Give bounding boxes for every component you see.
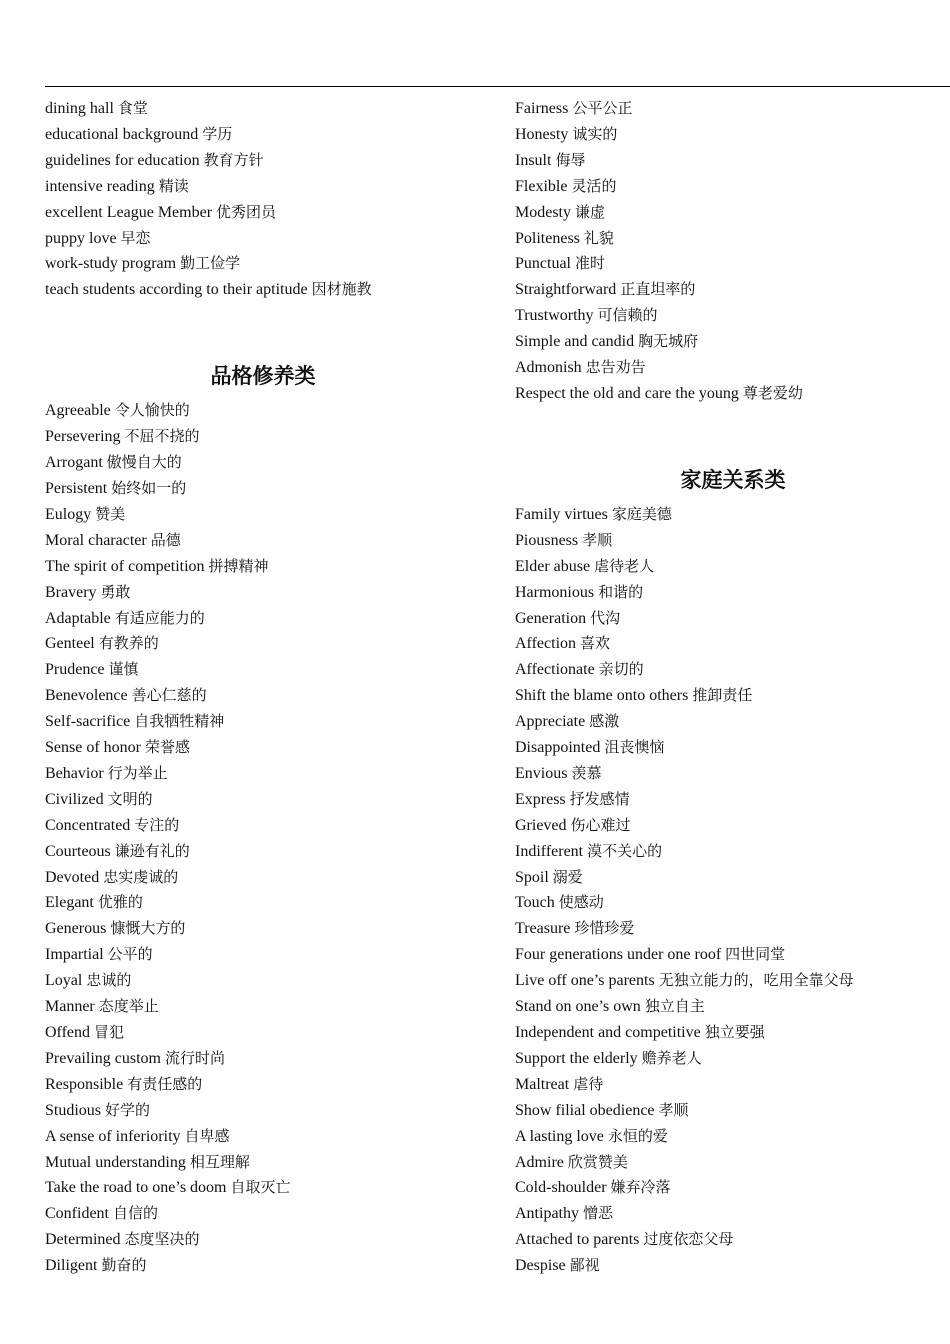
vocab-english: educational background: [45, 125, 199, 143]
vocab-chinese: 流行时尚: [164, 1048, 225, 1067]
vocab-chinese: 永恒的爱: [607, 1126, 668, 1145]
left-column: [45, 96, 485, 1279]
vocab-chinese: 不屈不挠的: [124, 427, 200, 446]
vocab-chinese: 慷慨大方的: [110, 919, 186, 938]
vocab-entry: [45, 683, 485, 709]
vocab-chinese: 嫌弃冷落: [610, 1178, 671, 1197]
vocab-chinese: 抒发感情: [569, 789, 630, 808]
vocab-chinese: 独立要强: [704, 1023, 765, 1041]
vocab-chinese: 无独立能力的，吃用全靠父母: [658, 971, 854, 990]
vocab-entry: [515, 303, 950, 329]
vocab-chinese: 自信的: [113, 1204, 159, 1223]
vocab-english: Support the elderly: [515, 1049, 638, 1067]
vocab-entry: [45, 968, 485, 994]
vocab-chinese: 学历: [202, 124, 233, 143]
vocab-english: Studious: [45, 1101, 102, 1119]
vocab-entry: [45, 735, 485, 761]
vocab-chinese: 食堂: [117, 99, 148, 117]
vocab-english: Modesty: [515, 203, 571, 221]
vocab-chinese: 态度举止: [98, 997, 159, 1016]
vocab-entry: [45, 174, 485, 200]
vocab-english: Civilized: [45, 790, 104, 808]
vocab-entry: [45, 398, 485, 424]
vocab-english: Elder abuse: [515, 557, 591, 575]
right-vocab-list-2: [515, 502, 950, 1279]
vocab-entry: [515, 122, 950, 148]
vocab-entry: [515, 1201, 950, 1227]
vocab-english: Straightforward: [515, 281, 617, 299]
vocab-english: Shift the blame onto others: [515, 687, 689, 705]
vocab-entry: [45, 122, 485, 148]
vocab-entry: [515, 502, 950, 528]
vocab-chinese: 有适应能力的: [114, 608, 205, 627]
vocab-chinese: 憎恶: [583, 1204, 614, 1223]
vocab-chinese: 赡养老人: [641, 1048, 702, 1067]
vocab-entry: [515, 606, 950, 632]
vocab-english: Confident: [45, 1205, 109, 1223]
vocab-entry: [515, 761, 950, 787]
vocab-entry: [515, 839, 950, 865]
vocab-english: Attached to parents: [515, 1231, 640, 1249]
vocab-entry: [45, 424, 485, 450]
vocab-entry: [515, 994, 950, 1020]
vocab-english: Disappointed: [515, 739, 601, 757]
vocab-english: Appreciate: [515, 713, 586, 731]
vocab-chinese: 始终如一的: [111, 478, 187, 497]
vocab-english: Responsible: [45, 1075, 124, 1093]
vocab-entry: [45, 580, 485, 606]
vocab-chinese: 有责任感的: [127, 1074, 203, 1093]
vocab-entry: [515, 890, 950, 916]
vocab-chinese: 推卸责任: [692, 686, 753, 705]
vocab-chinese: 谨慎: [108, 660, 139, 679]
vocab-chinese: 谦逊有礼的: [114, 841, 190, 860]
vocab-entry: [45, 1175, 485, 1201]
vocab-english: Despise: [515, 1257, 566, 1275]
vocab-entry: [45, 528, 485, 554]
vocab-english: Politeness: [515, 229, 580, 247]
vocab-english: Prevailing custom: [45, 1049, 161, 1067]
left-vocab-list-1: [45, 96, 485, 303]
vocab-chinese: 专注的: [134, 815, 180, 834]
vocab-english: Loyal: [45, 972, 83, 990]
vocab-english: Treasure: [515, 920, 571, 938]
vocab-entry: [515, 1046, 950, 1072]
vocab-chinese: 正直坦率的: [620, 280, 696, 299]
vocab-english: Sense of honor: [45, 739, 141, 757]
vocab-entry: [45, 1227, 485, 1253]
vocab-chinese: 使感动: [558, 893, 604, 912]
vocab-chinese: 伤心难过: [570, 815, 631, 834]
vocab-chinese: 和谐的: [598, 582, 644, 601]
vocab-entry: [515, 200, 950, 226]
vocab-english: Elegant: [45, 894, 94, 912]
vocab-english: Generous: [45, 920, 107, 938]
vocab-entry: [45, 787, 485, 813]
vocab-chinese: 可信赖的: [597, 306, 658, 325]
vocab-english: Stand on one’s own: [515, 998, 641, 1016]
vocab-chinese: 早恋: [120, 228, 151, 247]
vocab-english: Eulogy: [45, 505, 92, 523]
vocab-english: Behavior: [45, 764, 104, 782]
vocab-entry: [45, 942, 485, 968]
vocab-entry: [45, 865, 485, 891]
vocab-english: Cold-shoulder: [515, 1179, 607, 1197]
vocab-entry: [45, 839, 485, 865]
vocab-entry: [515, 683, 950, 709]
vocab-english: Take the road to one’s doom: [45, 1179, 227, 1197]
vocab-entry: [45, 96, 485, 122]
vocab-entry: [45, 200, 485, 226]
vocab-chinese: 令人愉快的: [114, 401, 190, 420]
vocab-entry: [45, 1201, 485, 1227]
vocab-entry: [45, 450, 485, 476]
vocab-english: Trustworthy: [515, 307, 594, 325]
vocab-chinese: 谦虚: [575, 202, 606, 221]
vocab-entry: [515, 968, 950, 994]
vocab-entry: [515, 709, 950, 735]
vocab-english: Moral character: [45, 531, 147, 549]
vocab-chinese: 忠诚的: [86, 971, 132, 990]
vocab-chinese: 行为举止: [107, 763, 168, 782]
section-heading-character: 品格修养类: [210, 364, 316, 389]
vocab-english: teach students according to their aptitude: [45, 281, 308, 299]
vocab-english: Punctual: [515, 255, 571, 273]
vocab-english: The spirit of competition: [45, 557, 205, 575]
vocab-chinese: 珍惜珍爱: [574, 919, 635, 938]
vocab-entry: [45, 916, 485, 942]
vocab-entry: [45, 277, 485, 303]
vocab-english: Envious: [515, 764, 568, 782]
vocab-chinese: 代沟: [590, 608, 621, 627]
vocab-english: Devoted: [45, 868, 100, 886]
vocab-chinese: 忠告劝告: [585, 358, 646, 377]
vocab-english: guidelines for education: [45, 151, 200, 169]
vocab-chinese: 文明的: [107, 789, 153, 808]
vocab-entry: [515, 96, 950, 122]
vocab-chinese: 诚实的: [572, 124, 618, 143]
vocab-english: A sense of inferiority: [45, 1127, 181, 1145]
vocab-english: puppy love: [45, 229, 117, 247]
vocab-entry: [515, 1253, 950, 1279]
vocab-english: Affectionate: [515, 661, 595, 679]
vocab-entry: [515, 942, 950, 968]
vocab-chinese: 教育方针: [203, 150, 264, 169]
right-vocab-list-1: [515, 96, 950, 407]
vocab-english: Persistent: [45, 479, 108, 497]
vocab-entry: [45, 1046, 485, 1072]
vocab-chinese: 尊老爱幼: [742, 383, 803, 402]
vocab-english: Affection: [515, 635, 577, 653]
vocab-chinese: 自取灭亡: [230, 1178, 291, 1197]
vocab-entry: [515, 226, 950, 252]
vocab-chinese: 赞美: [95, 504, 126, 523]
vocab-english: Determined: [45, 1231, 121, 1249]
vocab-entry: [515, 148, 950, 174]
vocab-english: Admonish: [515, 359, 582, 377]
vocab-english: Fairness: [515, 100, 569, 117]
vocab-english: Admire: [515, 1153, 564, 1171]
vocab-entry: [515, 1175, 950, 1201]
vocab-english: Manner: [45, 998, 95, 1016]
vocab-entry: [45, 148, 485, 174]
vocab-entry: [515, 735, 950, 761]
vocab-english: Harmonious: [515, 583, 595, 601]
vocab-english: Impartial: [45, 946, 104, 964]
vocab-english: Courteous: [45, 842, 111, 860]
vocab-entry: [45, 709, 485, 735]
vocab-entry: [45, 1124, 485, 1150]
right-column: [515, 96, 950, 1279]
vocab-english: Show filial obedience: [515, 1101, 655, 1119]
vocab-entry: [515, 1020, 950, 1046]
vocab-english: Mutual understanding: [45, 1153, 186, 1171]
vocab-chinese: 忠实虔诚的: [103, 867, 179, 886]
vocab-english: Family virtues: [515, 505, 608, 523]
vocab-english: excellent League Member: [45, 203, 213, 221]
vocab-english: Generation: [515, 609, 587, 627]
vocab-chinese: 孝顺: [658, 1100, 689, 1119]
vocab-chinese: 自卑感: [184, 1126, 230, 1145]
vocab-entry: [45, 1020, 485, 1046]
vocab-chinese: 侮辱: [555, 150, 586, 169]
vocab-english: Simple and candid: [515, 333, 635, 351]
vocab-entry: [45, 502, 485, 528]
vocab-english: Live off one’s parents: [515, 972, 655, 990]
vocab-entry: [45, 813, 485, 839]
vocab-chinese: 荣誉感: [144, 738, 190, 757]
vocab-entry: [45, 1253, 485, 1279]
vocab-chinese: 虐待: [573, 1074, 604, 1093]
vocab-entry: [515, 787, 950, 813]
header-rule: [45, 86, 950, 87]
vocab-chinese: 过度依恋父母: [643, 1230, 734, 1249]
vocab-entry: [515, 1150, 950, 1176]
vocab-english: Prudence: [45, 661, 105, 679]
vocab-english: Adaptable: [45, 609, 111, 627]
vocab-chinese: 鄙视: [569, 1256, 600, 1275]
vocab-chinese: 灵活的: [571, 176, 617, 195]
vocab-chinese: 态度坚决的: [124, 1230, 200, 1249]
vocab-chinese: 羡慕: [571, 763, 602, 782]
vocab-entry: [515, 1124, 950, 1150]
vocab-entry: [45, 631, 485, 657]
vocab-english: Diligent: [45, 1257, 98, 1275]
section-heading-family: 家庭关系类: [680, 467, 786, 492]
vocab-entry: [45, 251, 485, 277]
vocab-chinese: 胸无城府: [638, 332, 699, 351]
vocab-english: Genteel: [45, 635, 95, 653]
vocab-english: Respect the old and care the young: [515, 384, 739, 402]
vocab-entry: [515, 657, 950, 683]
vocab-english: Self-sacrifice: [45, 713, 131, 731]
vocab-chinese: 拼搏精神: [208, 556, 269, 575]
vocab-chinese: 礼貌: [583, 228, 614, 247]
vocab-chinese: 自我牺牲精神: [134, 712, 225, 731]
vocab-english: Touch: [515, 894, 555, 912]
vocab-chinese: 冒犯: [94, 1023, 125, 1041]
vocab-chinese: 善心仁慈的: [131, 686, 207, 705]
vocab-chinese: 公平的: [107, 945, 153, 964]
vocab-english: Persevering: [45, 428, 121, 446]
vocab-entry: [45, 606, 485, 632]
vocab-entry: [515, 277, 950, 303]
vocab-chinese: 有教养的: [98, 634, 159, 653]
vocab-english: Grieved: [515, 816, 567, 834]
vocab-chinese: 独立自主: [644, 997, 705, 1016]
vocab-chinese: 虐待老人: [594, 556, 655, 575]
vocab-entry: [515, 813, 950, 839]
vocab-entry: [45, 1072, 485, 1098]
left-vocab-list-2: [45, 398, 485, 1279]
vocab-english: Maltreat: [515, 1075, 570, 1093]
vocab-entry: [45, 657, 485, 683]
vocab-chinese: 溺爱: [552, 867, 583, 886]
vocab-entry: [45, 890, 485, 916]
vocab-chinese: 家庭美德: [611, 504, 672, 523]
vocab-chinese: 好学的: [105, 1100, 151, 1119]
vocab-entry: [515, 329, 950, 355]
vocab-chinese: 优雅的: [97, 893, 143, 912]
vocab-chinese: 优秀团员: [216, 202, 277, 221]
vocab-english: Concentrated: [45, 816, 131, 834]
vocab-entry: [515, 381, 950, 407]
vocab-chinese: 品德: [150, 530, 181, 549]
vocab-english: Insult: [515, 151, 552, 169]
vocab-english: Benevolence: [45, 687, 128, 705]
vocab-entry: [515, 580, 950, 606]
vocab-entry: [515, 1072, 950, 1098]
vocab-entry: [515, 251, 950, 277]
vocab-chinese: 沮丧懊恼: [604, 738, 665, 757]
vocab-english: Four generations under one roof: [515, 946, 722, 964]
vocab-chinese: 喜欢: [580, 634, 611, 653]
vocab-entry: [515, 1098, 950, 1124]
vocab-english: A lasting love: [515, 1127, 604, 1145]
vocab-chinese: 因材施教: [311, 280, 372, 299]
vocab-entry: [515, 1227, 950, 1253]
vocab-english: Piousness: [515, 531, 579, 549]
vocab-english: Bravery: [45, 583, 97, 601]
vocab-english: Honesty: [515, 125, 569, 143]
vocab-chinese: 感激: [589, 712, 620, 731]
vocab-english: work-study program: [45, 255, 177, 273]
vocab-chinese: 亲切的: [598, 660, 644, 679]
vocab-english: Spoil: [515, 868, 549, 886]
vocab-chinese: 相互理解: [189, 1152, 250, 1171]
vocab-english: Indifferent: [515, 842, 584, 860]
vocab-english: Arrogant: [45, 454, 103, 472]
vocab-english: Agreeable: [45, 402, 111, 420]
vocab-english: dining hall: [45, 100, 114, 117]
vocab-english: intensive reading: [45, 177, 155, 195]
vocab-chinese: 勤奋的: [101, 1256, 147, 1275]
vocab-entry: [45, 226, 485, 252]
vocab-chinese: 公平公正: [572, 99, 633, 117]
vocab-chinese: 准时: [575, 254, 606, 273]
vocab-entry: [515, 916, 950, 942]
vocab-chinese: 勇敢: [100, 582, 131, 601]
vocab-english: Offend: [45, 1024, 91, 1041]
vocab-entry: [515, 528, 950, 554]
vocab-entry: [45, 994, 485, 1020]
vocab-entry: [45, 1150, 485, 1176]
vocab-entry: [45, 761, 485, 787]
vocab-entry: [45, 554, 485, 580]
vocab-chinese: 孝顺: [582, 530, 613, 549]
vocab-entry: [515, 554, 950, 580]
vocab-english: Independent and competitive: [515, 1024, 701, 1041]
vocab-entry: [515, 631, 950, 657]
vocab-english: Antipathy: [515, 1205, 579, 1223]
vocab-chinese: 四世同堂: [725, 945, 786, 964]
vocab-entry: [515, 865, 950, 891]
vocab-chinese: 欣赏赞美: [567, 1152, 628, 1171]
vocab-english: Flexible: [515, 177, 568, 195]
vocab-entry: [515, 174, 950, 200]
vocab-chinese: 勤工俭学: [180, 254, 241, 273]
vocab-chinese: 傲慢自大的: [106, 453, 182, 472]
vocab-english: Express: [515, 790, 566, 808]
vocab-chinese: 漠不关心的: [587, 841, 663, 860]
vocab-entry: [515, 355, 950, 381]
vocab-chinese: 精读: [158, 176, 189, 195]
vocab-entry: [45, 1098, 485, 1124]
vocab-entry: [45, 476, 485, 502]
